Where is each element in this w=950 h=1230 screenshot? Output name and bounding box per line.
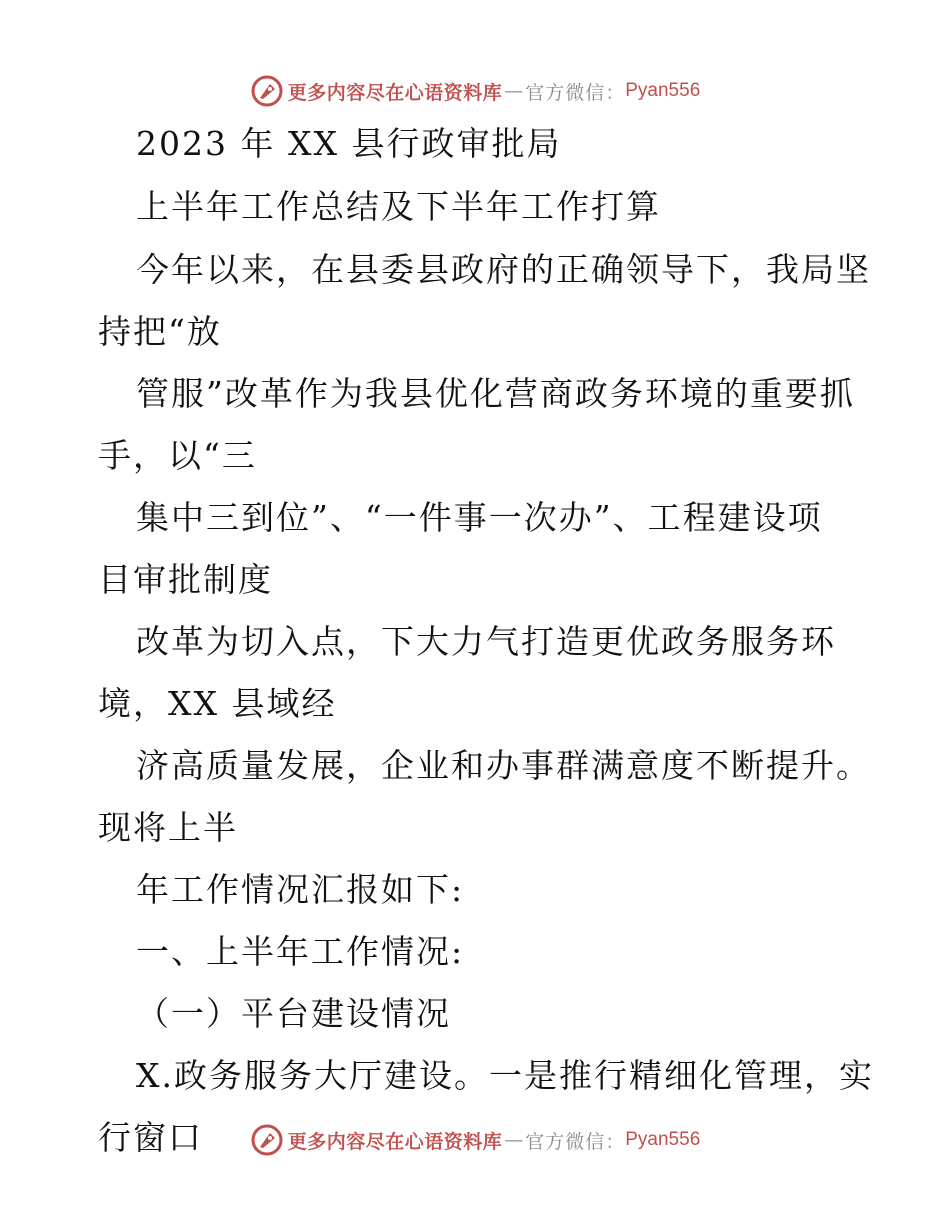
header-watermark bbox=[0, 71, 950, 111]
subsection-heading: （一）平台建设情况 bbox=[136, 994, 451, 1033]
doc-title-line-2: 上半年工作总结及下半年工作打算 bbox=[136, 187, 661, 226]
section-heading: 一、上半年工作情况: bbox=[136, 932, 465, 971]
watermark-separator: — bbox=[504, 80, 524, 102]
paragraph-line: X.政务服务大厅建设。一是推行精细化管理，实 bbox=[136, 1056, 874, 1095]
paragraph-line: 境，XX 县域经 bbox=[98, 684, 337, 723]
paragraph-line: 今年以来，在县委县政府的正确领导下，我局坚 bbox=[136, 250, 871, 289]
pen-nib-logo-icon bbox=[250, 74, 284, 108]
watermark-label: 官方微信： bbox=[525, 1130, 626, 1153]
watermark-brand: 更多内容尽在心语资料库 bbox=[287, 1130, 503, 1153]
paragraph-line: 手，以“三 bbox=[98, 436, 257, 475]
paragraph-line: 持把“放 bbox=[98, 312, 222, 351]
document-body bbox=[98, 124, 874, 1180]
paragraph-line: 现将上半 bbox=[98, 808, 238, 847]
pen-nib-logo-icon bbox=[250, 1123, 284, 1157]
doc-title-line-1: 2023 年 XX 县行政审批局 bbox=[136, 124, 562, 163]
paragraph-line: 年工作情况汇报如下: bbox=[136, 870, 465, 909]
footer-watermark bbox=[0, 1120, 950, 1160]
watermark-label: 官方微信： bbox=[525, 81, 626, 104]
paragraph-line: 集中三到位”、“一件事一次办”、工程建设项 bbox=[136, 498, 823, 537]
paragraph-line: 改革为切入点，下大力气打造更优政务服务环 bbox=[136, 622, 836, 661]
watermark-brand: 更多内容尽在心语资料库 bbox=[287, 81, 503, 104]
watermark-wechat-id: Pyan556 bbox=[625, 1129, 701, 1150]
paragraph-line: 行窗口 bbox=[98, 1118, 203, 1157]
watermark-separator: — bbox=[504, 1129, 524, 1151]
watermark-wechat-id: Pyan556 bbox=[625, 80, 701, 101]
paragraph-line: 管服”改革作为我县优化营商政务环境的重要抓 bbox=[136, 374, 855, 413]
paragraph-line: 济高质量发展，企业和办事群满意度不断提升。 bbox=[136, 746, 871, 785]
paragraph-line: 目审批制度 bbox=[98, 560, 273, 599]
